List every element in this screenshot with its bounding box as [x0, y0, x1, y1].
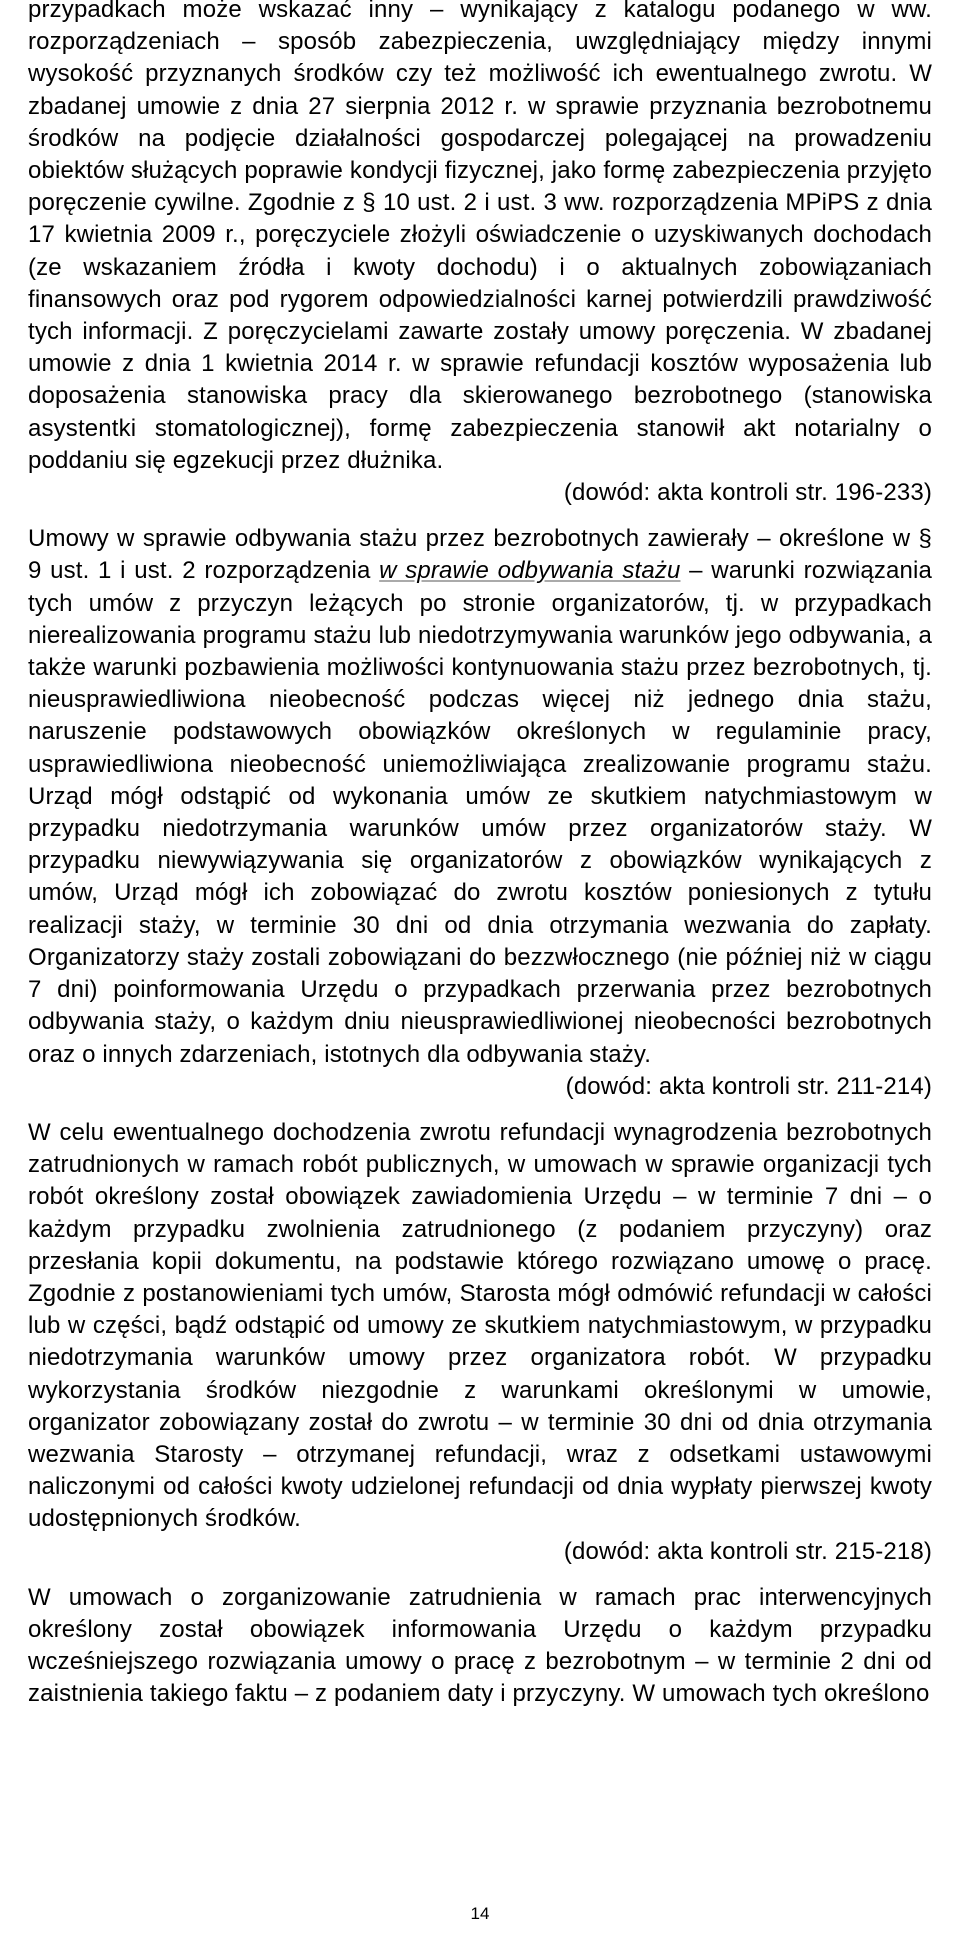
paragraph-internship-agreements	[28, 523, 932, 1070]
evidence-reference-2: (dowód: akta kontroli str. 211-214)	[565, 1072, 932, 1100]
page-number: 14	[470, 1904, 490, 1923]
paragraph-security-forms: przypadkach może wskazać inny – wynikający z katalogu podanego w ww. rozporządzeniach – sposób zabezpieczenia, uwzględniający między innymi wysokość przyznanych środków czy też możliwość ich ewentualnego zwrotu. W zbadanej umowie z dnia 27 sierpnia 2012 r. w sprawie przyznania bezrobotnemu środków na podjęcie działalności gospodarczej polegającej na prowadzeniu obiektów służących poprawie kondycji fizycznej, jako formę zabezpieczenia przyjęto poręczenie cywilne. Zgodnie z § 10 ust. 2 i ust. 3 ww. rozporządzenia MPiPS z dnia 17 kwietnia 2009 r., poręczyciele złożyli oświadczenie o uzyskiwanych dochodach (ze wskazaniem źródła i kwoty dochodu) i o aktualnych zobowiązaniach finansowych oraz pod rygorem odpowiedzialności karnej potwierdzili prawdziwość tych informacji. Z poręczycielami zawarte zostały umowy poręczenia. W zbadanej umowie z dnia 1 kwietnia 2014 r. w sprawie refundacji kosztów wyposażenia lub doposażenia stanowiska pracy dla skierowanego bezrobotnego (stanowiska asystentki stomatologicznej), formę zabezpieczenia stanowił akt notarialny o poddaniu się egzekucji przez dłużnika.	[28, 0, 932, 474]
document-body	[28, 0, 932, 1711]
paragraph-intervention-works: W umowach o zorganizowanie zatrudnienia w ramach prac interwencyjnych określony został obowiązek informowania Urzędu o każdym przypadku wcześniejszego rozwiązania umowy o pracę z bezrobotnym – w terminie 2 dni od zaistnienia takiego faktu – z podaniem daty i przyczyny. W umowach tych określono	[28, 1583, 932, 1708]
internship-text-before: Umowy w sprawie odbywania stażu przez bezrobotnych zawierały – określone w § 9 ust. 1 i ust. 2 rozporządzenia	[28, 525, 932, 585]
regulation-title-italic: w sprawie odbywania stażu	[379, 557, 681, 585]
evidence-reference-1: (dowód: akta kontroli str. 196-233)	[563, 479, 932, 507]
evidence-reference-3: (dowód: akta kontroli str. 215-218)	[563, 1537, 932, 1565]
paragraph-public-works: W celu ewentualnego dochodzenia zwrotu refundacji wynagrodzenia bezrobotnych zatrudnionych w ramach robót publicznych, w umowach w sprawie organizacji tych robót określony został obowiązek zawiadomienia Urzędu – w terminie 7 dni – o każdym przypadku zwolnienia zatrudnionego (z podaniem przyczyny) oraz przesłania kopii dokumentu, na podstawie którego rozwiązano umowę o pracę. Zgodnie z postanowieniami tych umów, Starosta mógł odmówić refundacji w całości lub w części, bądź odstąpić od umowy ze skutkiem natychmiastowym, w przypadku niedotrzymania warunków umowy przez organizatora robót. W przypadku wykorzystania środków niezgodnie z warunkami określonymi w umowie, organizator zobowiązany został do zwrotu – w terminie 30 dni od dnia otrzymania wezwania Starosty – otrzymanej refundacji, wraz z odsetkami ustawowymi naliczonymi od całości kwoty udzielonej refundacji od dnia wypłaty pierwszej kwoty udostępnionych środków.	[28, 1118, 932, 1533]
internship-text-after: – warunki rozwiązania tych umów z przyczyn leżących po stronie organizatorów, tj. w przypadkach nierealizowania programu stażu lub niedotrzymywania warunków jego odbywania, a także warunki pozbawienia możliwości kontynuowania stażu przez bezrobotnych, tj. nieusprawiedliwiona nieobecność podczas więcej niż jednego dnia stażu, naruszenie podstawowych obowiązków określonych w regulaminie pracy, usprawiedliwiona nieobecność uniemożliwiająca zrealizowanie programu stażu. Urząd mógł odstąpić od wykonania umów ze skutkiem natychmiastowym w przypadku niedotrzymania warunków umów przez organizatorów staży. W przypadku niewywiązywania się organizatorów z obowiązków wynikających z umów, Urząd mógł ich zobowiązać do zwrotu kosztów poniesionych z tytułu realizacji staży, w terminie 30 dni od dnia otrzymania wezwania do zapłaty. Organizatorzy staży zostali zobowiązani do bezzwłocznego (nie później niż w ciągu 7 dni) poinformowania Urzędu o przypadkach przerwania przez bezrobotnych odbywania staży, o każdym dniu nieusprawiedliwionej nieobecności bezrobotnych oraz o innych zdarzeniach, istotnych dla odbywania staży.	[28, 557, 933, 1068]
